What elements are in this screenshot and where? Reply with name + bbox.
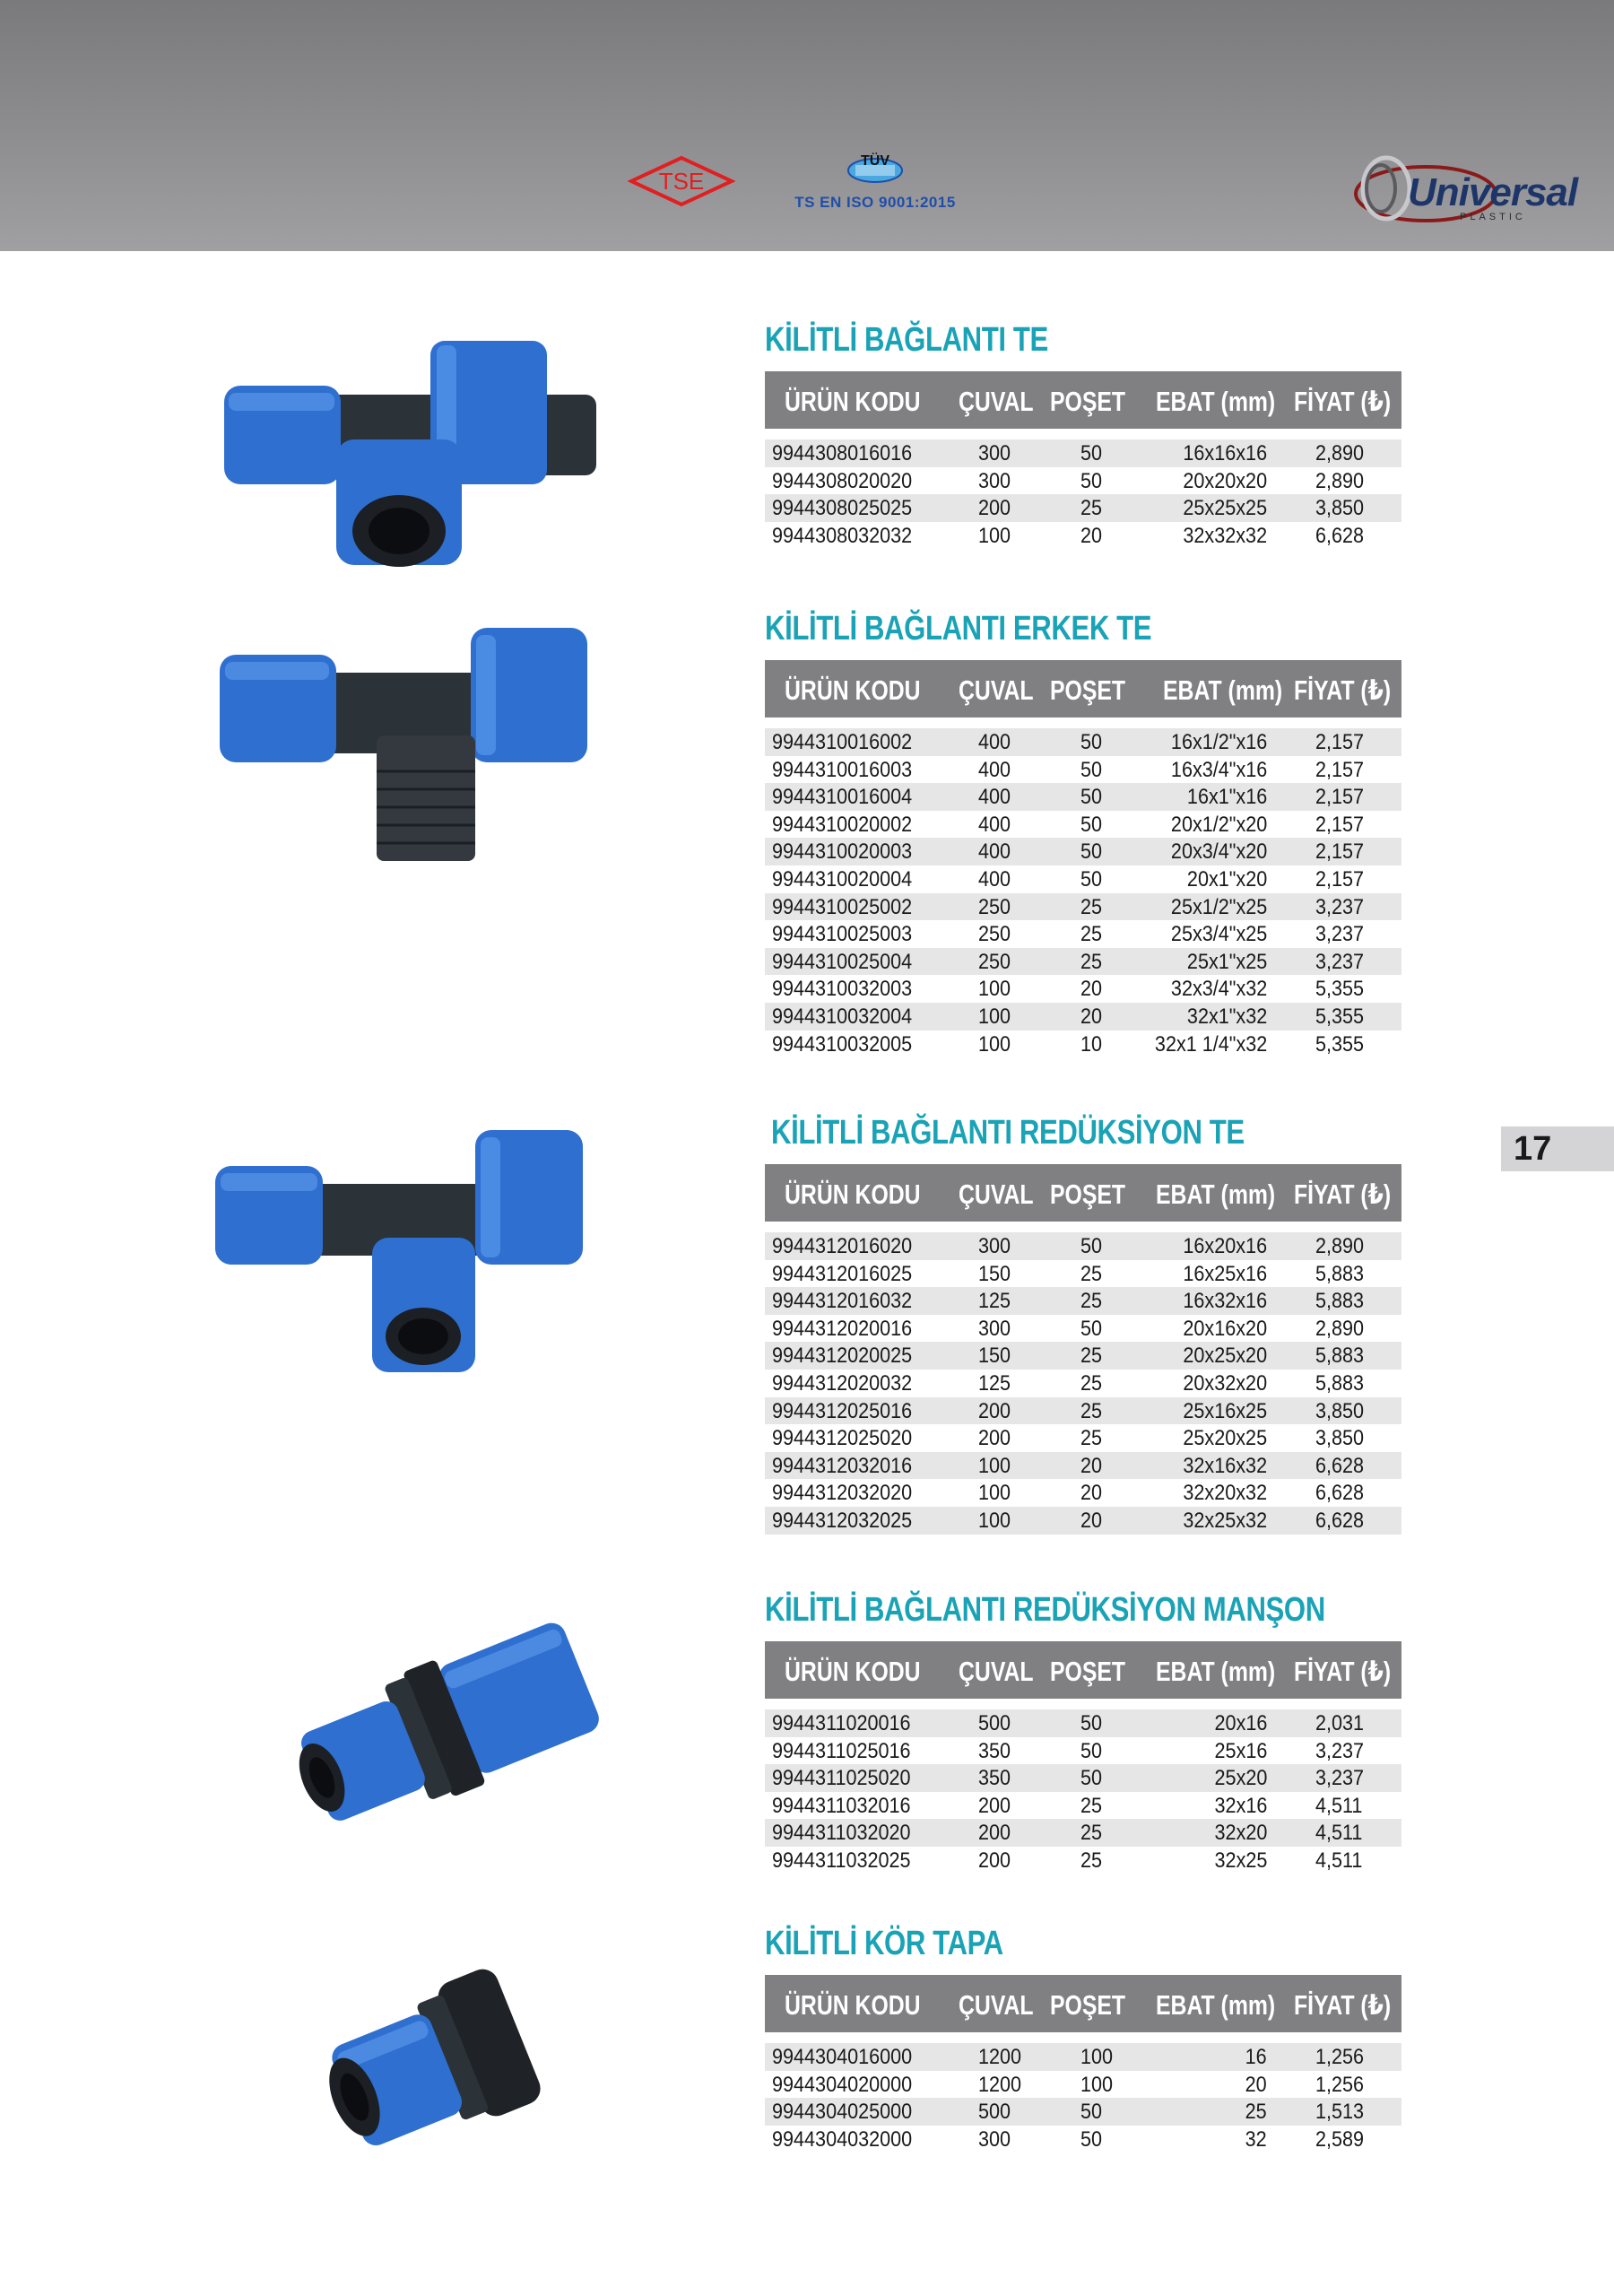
cell-cuval: 400 bbox=[978, 757, 1011, 782]
table-row bbox=[765, 865, 1401, 893]
column-header-code: ÜRÜN KODU bbox=[785, 386, 921, 417]
cell-fiyat: 3,850 bbox=[1315, 1398, 1365, 1423]
cell-code: 9944308016016 bbox=[772, 441, 913, 465]
cell-fiyat: 2,890 bbox=[1315, 1234, 1365, 1258]
cell-code: 9944310025002 bbox=[772, 894, 913, 919]
cell-fiyat: 2,890 bbox=[1315, 441, 1365, 465]
cell-ebat: 20x1"x20 bbox=[1186, 866, 1267, 891]
cell-ebat: 25x20 bbox=[1214, 1766, 1267, 1791]
table-row bbox=[765, 1031, 1401, 1058]
table-body bbox=[765, 2043, 1401, 2152]
table-row bbox=[765, 1232, 1401, 1260]
cell-cuval: 300 bbox=[978, 1316, 1011, 1341]
cell-cuval: 200 bbox=[978, 1848, 1011, 1873]
cell-fiyat: 3,237 bbox=[1315, 922, 1365, 947]
table-row bbox=[765, 1709, 1401, 1737]
cell-ebat: 32x16x32 bbox=[1183, 1453, 1267, 1478]
column-header-poset: POŞET bbox=[1050, 1989, 1126, 2021]
cell-cuval: 1200 bbox=[978, 2045, 1022, 2069]
cell-ebat: 32x1"x32 bbox=[1186, 1004, 1267, 1029]
cell-cuval: 400 bbox=[978, 785, 1011, 810]
cell-code: 9944312025020 bbox=[772, 1426, 913, 1451]
brand-subtitle: PLASTIC bbox=[1460, 212, 1526, 222]
cell-code: 9944308032032 bbox=[772, 523, 913, 548]
cell-code: 9944310016004 bbox=[772, 785, 913, 810]
cell-fiyat: 4,511 bbox=[1315, 1793, 1363, 1818]
cell-ebat: 16x1/2"x16 bbox=[1170, 730, 1267, 754]
cell-ebat: 25x20x25 bbox=[1183, 1426, 1267, 1451]
cell-ebat: 32x3/4"x32 bbox=[1170, 977, 1267, 1002]
section-title: KİLİTLİ BAĞLANTI REDÜKSİYON MANŞON bbox=[765, 1591, 1325, 1629]
cell-ebat: 25x25x25 bbox=[1183, 496, 1267, 521]
cell-fiyat: 1,256 bbox=[1315, 2045, 1365, 2069]
cell-cuval: 200 bbox=[978, 1821, 1011, 1846]
table-row bbox=[765, 1764, 1401, 1792]
table-row bbox=[765, 1452, 1401, 1480]
cell-code: 9944312025016 bbox=[772, 1398, 913, 1423]
column-header-fiyat: FİYAT (₺) bbox=[1294, 1178, 1392, 1210]
column-header-cuval: ÇUVAL bbox=[959, 386, 1034, 417]
cell-ebat: 32x16 bbox=[1214, 1793, 1267, 1818]
cell-code: 9944311025016 bbox=[772, 1738, 911, 1763]
table-row bbox=[765, 522, 1401, 550]
cell-ebat: 32x25 bbox=[1214, 1848, 1267, 1873]
cell-cuval: 100 bbox=[978, 977, 1011, 1002]
cell-code: 9944312020025 bbox=[772, 1344, 913, 1369]
cell-cuval: 350 bbox=[978, 1766, 1011, 1791]
cell-ebat: 32x20x32 bbox=[1183, 1481, 1267, 1506]
cell-cuval: 300 bbox=[978, 468, 1011, 493]
cell-cuval: 250 bbox=[978, 949, 1011, 974]
table-row bbox=[765, 494, 1401, 522]
cell-code: 9944310016002 bbox=[772, 730, 913, 754]
tse-logo-text: TSE bbox=[658, 168, 705, 195]
cell-ebat: 20 bbox=[1245, 2072, 1267, 2097]
cell-ebat: 20x20x20 bbox=[1183, 468, 1267, 493]
table-row bbox=[765, 1003, 1401, 1031]
cell-fiyat: 3,237 bbox=[1315, 1738, 1365, 1763]
cell-code: 9944304016000 bbox=[772, 2045, 913, 2069]
cell-cuval: 300 bbox=[978, 2126, 1011, 2152]
cell-code: 9944312032020 bbox=[772, 1481, 913, 1506]
cell-poset: 50 bbox=[1080, 866, 1103, 891]
table-row bbox=[765, 2126, 1401, 2153]
cell-poset: 25 bbox=[1080, 1261, 1103, 1286]
cell-fiyat: 3,850 bbox=[1315, 1426, 1365, 1451]
cell-poset: 25 bbox=[1080, 1344, 1103, 1369]
cell-ebat: 32x1 1/4"x32 bbox=[1154, 1031, 1267, 1057]
cell-poset: 25 bbox=[1080, 1426, 1103, 1451]
cell-fiyat: 5,883 bbox=[1315, 1344, 1365, 1369]
cell-cuval: 400 bbox=[978, 866, 1011, 891]
column-header-cuval: ÇUVAL bbox=[959, 674, 1034, 706]
cell-code: 9944311025020 bbox=[772, 1766, 911, 1791]
cell-poset: 20 bbox=[1080, 1508, 1103, 1533]
cell-cuval: 125 bbox=[978, 1370, 1011, 1396]
cell-poset: 25 bbox=[1080, 1848, 1103, 1873]
cell-code: 9944312020016 bbox=[772, 1316, 913, 1341]
cell-ebat: 16x25x16 bbox=[1183, 1261, 1267, 1286]
cell-cuval: 100 bbox=[978, 1508, 1011, 1533]
table-row bbox=[765, 1737, 1401, 1765]
cell-cuval: 300 bbox=[978, 441, 1011, 465]
cell-code: 9944312020032 bbox=[772, 1370, 913, 1396]
cell-poset: 25 bbox=[1080, 1821, 1103, 1846]
table-body bbox=[765, 439, 1401, 549]
column-header-fiyat: FİYAT (₺) bbox=[1294, 386, 1392, 417]
cell-fiyat: 2,157 bbox=[1315, 730, 1365, 754]
cell-ebat: 25x3/4"x25 bbox=[1170, 922, 1267, 947]
cell-poset: 50 bbox=[1080, 2126, 1103, 2152]
cell-cuval: 400 bbox=[978, 730, 1011, 754]
table-row bbox=[765, 2071, 1401, 2099]
table-header bbox=[765, 1641, 1401, 1699]
column-header-ebat: EBAT (mm) bbox=[1156, 1989, 1276, 2021]
cell-cuval: 125 bbox=[978, 1289, 1011, 1314]
cell-fiyat: 4,511 bbox=[1315, 1821, 1363, 1846]
cell-ebat: 32x32x32 bbox=[1183, 523, 1267, 548]
cell-fiyat: 4,511 bbox=[1315, 1848, 1363, 1873]
cell-fiyat: 2,157 bbox=[1315, 866, 1365, 891]
cell-poset: 100 bbox=[1080, 2045, 1114, 2069]
cell-cuval: 500 bbox=[978, 2100, 1011, 2125]
column-header-cuval: ÇUVAL bbox=[959, 1656, 1034, 1687]
cell-fiyat: 2,890 bbox=[1315, 1316, 1365, 1341]
cell-code: 9944304032000 bbox=[772, 2126, 913, 2152]
column-header-ebat: EBAT (mm) bbox=[1156, 1178, 1276, 1210]
column-header-code: ÜRÜN KODU bbox=[785, 1656, 921, 1687]
cell-code: 9944310032003 bbox=[772, 977, 913, 1002]
cell-poset: 25 bbox=[1080, 1793, 1103, 1818]
cell-poset: 25 bbox=[1080, 922, 1103, 947]
cell-cuval: 250 bbox=[978, 894, 1011, 919]
cell-fiyat: 5,355 bbox=[1315, 1004, 1365, 1029]
table-row bbox=[765, 1792, 1401, 1820]
table-row bbox=[765, 975, 1401, 1003]
column-header-cuval: ÇUVAL bbox=[959, 1178, 1034, 1210]
cell-poset: 25 bbox=[1080, 949, 1103, 974]
cell-fiyat: 2,157 bbox=[1315, 812, 1365, 837]
cell-fiyat: 2,157 bbox=[1315, 785, 1365, 810]
column-header-code: ÜRÜN KODU bbox=[785, 1178, 921, 1210]
table-row bbox=[765, 1479, 1401, 1507]
cell-poset: 10 bbox=[1080, 1031, 1103, 1057]
cell-ebat: 20x3/4"x20 bbox=[1170, 839, 1267, 865]
table-row bbox=[765, 920, 1401, 948]
cell-poset: 50 bbox=[1080, 812, 1103, 837]
cell-poset: 50 bbox=[1080, 839, 1103, 865]
column-header-ebat: EBAT (mm) bbox=[1156, 386, 1276, 417]
page-number: 17 bbox=[1501, 1126, 1614, 1171]
table-row bbox=[765, 1847, 1401, 1874]
cell-cuval: 500 bbox=[978, 1711, 1011, 1735]
cell-code: 9944311032025 bbox=[772, 1848, 911, 1873]
cell-ebat: 25x16x25 bbox=[1183, 1398, 1267, 1423]
column-header-poset: POŞET bbox=[1050, 1178, 1126, 1210]
cell-poset: 50 bbox=[1080, 441, 1103, 465]
cell-code: 9944311032016 bbox=[772, 1793, 911, 1818]
cell-code: 9944312016025 bbox=[772, 1261, 913, 1286]
section-title: KİLİTLİ BAĞLANTI ERKEK TE bbox=[765, 610, 1152, 648]
cell-code: 9944304020000 bbox=[772, 2072, 913, 2097]
column-header-ebat: EBAT (mm) bbox=[1163, 674, 1283, 706]
cell-code: 9944310020004 bbox=[772, 866, 913, 891]
cell-fiyat: 6,628 bbox=[1315, 1481, 1365, 1506]
cell-cuval: 100 bbox=[978, 1031, 1011, 1057]
cell-cuval: 400 bbox=[978, 839, 1011, 865]
cell-ebat: 20x25x20 bbox=[1183, 1344, 1267, 1369]
cell-code: 9944311020016 bbox=[772, 1711, 911, 1735]
table-header bbox=[765, 1164, 1401, 1222]
cell-ebat: 20x1/2"x20 bbox=[1170, 812, 1267, 837]
table-row bbox=[765, 728, 1401, 756]
cell-poset: 50 bbox=[1080, 2100, 1103, 2125]
cell-cuval: 100 bbox=[978, 1481, 1011, 1506]
cell-code: 9944311032020 bbox=[772, 1821, 911, 1846]
cell-code: 9944310032005 bbox=[772, 1031, 913, 1057]
column-header-poset: POŞET bbox=[1050, 386, 1126, 417]
cell-code: 9944310025003 bbox=[772, 922, 913, 947]
table-body bbox=[765, 1232, 1401, 1535]
cell-cuval: 200 bbox=[978, 1426, 1011, 1451]
table-row bbox=[765, 2043, 1401, 2071]
certification-text: TS EN ISO 9001:2015 bbox=[794, 194, 956, 211]
table-row bbox=[765, 948, 1401, 976]
column-header-fiyat: FİYAT (₺) bbox=[1294, 1656, 1392, 1687]
cell-code: 9944310020003 bbox=[772, 839, 913, 865]
cell-ebat: 16x20x16 bbox=[1183, 1234, 1267, 1258]
cell-ebat: 25x16 bbox=[1214, 1738, 1267, 1763]
cell-fiyat: 3,850 bbox=[1315, 496, 1365, 521]
table-header bbox=[765, 371, 1401, 429]
cell-poset: 20 bbox=[1080, 1004, 1103, 1029]
cell-ebat: 16x3/4"x16 bbox=[1170, 757, 1267, 782]
cell-ebat: 25 bbox=[1245, 2100, 1267, 2125]
table-row bbox=[765, 1397, 1401, 1425]
cell-cuval: 150 bbox=[978, 1344, 1011, 1369]
cell-cuval: 300 bbox=[978, 1234, 1011, 1258]
cell-code: 9944308025025 bbox=[772, 496, 913, 521]
cell-ebat: 25x1/2"x25 bbox=[1170, 894, 1267, 919]
cell-code: 9944310032004 bbox=[772, 1004, 913, 1029]
tuv-logo-text: TÜV bbox=[861, 153, 889, 169]
column-header-poset: POŞET bbox=[1050, 1656, 1126, 1687]
table-body bbox=[765, 728, 1401, 1057]
column-header-code: ÜRÜN KODU bbox=[785, 1989, 921, 2021]
cell-ebat: 20x16x20 bbox=[1183, 1316, 1267, 1341]
cell-cuval: 1200 bbox=[978, 2072, 1022, 2097]
cell-cuval: 250 bbox=[978, 922, 1011, 947]
section-title: KİLİTLİ BAĞLANTI REDÜKSİYON TE bbox=[771, 1114, 1245, 1152]
table-row bbox=[765, 1315, 1401, 1343]
cell-cuval: 100 bbox=[978, 523, 1011, 548]
cell-poset: 20 bbox=[1080, 977, 1103, 1002]
table-row bbox=[765, 1424, 1401, 1452]
cell-poset: 100 bbox=[1080, 2072, 1114, 2097]
column-header-ebat: EBAT (mm) bbox=[1156, 1656, 1276, 1687]
table-row bbox=[765, 1342, 1401, 1370]
cell-cuval: 100 bbox=[978, 1453, 1011, 1478]
tee-fitting-image bbox=[202, 332, 628, 592]
table-row bbox=[765, 838, 1401, 865]
cell-poset: 25 bbox=[1080, 894, 1103, 919]
cell-poset: 50 bbox=[1080, 757, 1103, 782]
cell-ebat: 20x16 bbox=[1214, 1711, 1267, 1735]
table-row bbox=[765, 439, 1401, 467]
cell-fiyat: 3,237 bbox=[1315, 1766, 1365, 1791]
reducing-coupling-image bbox=[278, 1596, 619, 1857]
cell-fiyat: 5,355 bbox=[1315, 1031, 1365, 1057]
cell-fiyat: 5,355 bbox=[1315, 977, 1365, 1002]
table-header bbox=[765, 660, 1401, 718]
cell-poset: 50 bbox=[1080, 468, 1103, 493]
table-row bbox=[765, 1819, 1401, 1847]
tse-logo bbox=[628, 154, 735, 208]
table-row bbox=[765, 467, 1401, 495]
cell-fiyat: 6,628 bbox=[1315, 1508, 1365, 1533]
cell-code: 9944312032025 bbox=[772, 1508, 913, 1533]
cell-cuval: 100 bbox=[978, 1004, 1011, 1029]
column-header-code: ÜRÜN KODU bbox=[785, 674, 921, 706]
cell-code: 9944308020020 bbox=[772, 468, 913, 493]
section-title: KİLİTLİ BAĞLANTI TE bbox=[765, 321, 1048, 359]
cell-poset: 25 bbox=[1080, 1370, 1103, 1396]
cell-poset: 20 bbox=[1080, 1453, 1103, 1478]
cell-ebat: 25x1"x25 bbox=[1186, 949, 1267, 974]
table-row bbox=[765, 783, 1401, 811]
table-row bbox=[765, 756, 1401, 784]
cell-fiyat: 1,513 bbox=[1315, 2100, 1365, 2125]
cell-cuval: 400 bbox=[978, 812, 1011, 837]
cell-cuval: 200 bbox=[978, 1398, 1011, 1423]
cell-fiyat: 1,256 bbox=[1315, 2072, 1365, 2097]
page-header bbox=[0, 0, 1614, 251]
brand-name: Universal bbox=[1408, 170, 1578, 214]
cell-ebat: 32 bbox=[1245, 2126, 1267, 2152]
cell-fiyat: 2,890 bbox=[1315, 468, 1365, 493]
table-row bbox=[765, 811, 1401, 839]
cell-fiyat: 5,883 bbox=[1315, 1261, 1365, 1286]
cell-poset: 50 bbox=[1080, 1711, 1103, 1735]
cell-poset: 50 bbox=[1080, 730, 1103, 754]
male-tee-fitting-image bbox=[211, 619, 605, 879]
cell-ebat: 32x25x32 bbox=[1183, 1508, 1267, 1533]
cell-code: 9944312032016 bbox=[772, 1453, 913, 1478]
cell-poset: 25 bbox=[1080, 1398, 1103, 1423]
column-header-poset: POŞET bbox=[1050, 674, 1126, 706]
table-body bbox=[765, 1709, 1401, 1874]
table-row bbox=[765, 893, 1401, 921]
cell-code: 9944312016020 bbox=[772, 1234, 913, 1258]
cell-fiyat: 5,883 bbox=[1315, 1370, 1365, 1396]
table-row bbox=[765, 1370, 1401, 1397]
cell-poset: 50 bbox=[1080, 1234, 1103, 1258]
table-row bbox=[765, 1287, 1401, 1315]
column-header-fiyat: FİYAT (₺) bbox=[1294, 1989, 1392, 2021]
end-cap-image bbox=[305, 1928, 574, 2197]
cell-poset: 20 bbox=[1080, 1481, 1103, 1506]
table-row bbox=[765, 1507, 1401, 1535]
cell-code: 9944310016003 bbox=[772, 757, 913, 782]
cell-cuval: 200 bbox=[978, 496, 1011, 521]
cell-poset: 20 bbox=[1080, 523, 1103, 548]
cell-fiyat: 2,157 bbox=[1315, 839, 1365, 865]
cell-fiyat: 6,628 bbox=[1315, 523, 1365, 548]
table-row bbox=[765, 2098, 1401, 2126]
cell-ebat: 16x16x16 bbox=[1183, 441, 1267, 465]
cell-ebat: 20x32x20 bbox=[1183, 1370, 1267, 1396]
cell-ebat: 16x32x16 bbox=[1183, 1289, 1267, 1314]
cell-fiyat: 3,237 bbox=[1315, 949, 1365, 974]
cell-ebat: 32x20 bbox=[1214, 1821, 1267, 1846]
cell-fiyat: 2,157 bbox=[1315, 757, 1365, 782]
cell-ebat: 16x1"x16 bbox=[1186, 785, 1267, 810]
cell-cuval: 150 bbox=[978, 1261, 1011, 1286]
table-row bbox=[765, 1260, 1401, 1288]
cell-fiyat: 2,589 bbox=[1315, 2126, 1365, 2152]
cell-poset: 25 bbox=[1080, 1289, 1103, 1314]
column-header-fiyat: FİYAT (₺) bbox=[1294, 674, 1392, 706]
table-header bbox=[765, 1975, 1401, 2032]
cell-poset: 50 bbox=[1080, 1316, 1103, 1341]
reducing-tee-fitting-image bbox=[206, 1121, 619, 1390]
cell-fiyat: 6,628 bbox=[1315, 1453, 1365, 1478]
section-title: KİLİTLİ KÖR TAPA bbox=[765, 1925, 1003, 1962]
cell-cuval: 200 bbox=[978, 1793, 1011, 1818]
cell-code: 9944310025004 bbox=[772, 949, 913, 974]
cell-poset: 50 bbox=[1080, 1738, 1103, 1763]
cell-poset: 50 bbox=[1080, 1766, 1103, 1791]
cell-code: 9944304025000 bbox=[772, 2100, 913, 2125]
cell-fiyat: 2,031 bbox=[1315, 1711, 1365, 1735]
cell-ebat: 16 bbox=[1245, 2045, 1267, 2069]
column-header-cuval: ÇUVAL bbox=[959, 1989, 1034, 2021]
cell-cuval: 350 bbox=[978, 1738, 1011, 1763]
cell-code: 9944312016032 bbox=[772, 1289, 913, 1314]
cell-poset: 25 bbox=[1080, 496, 1103, 521]
cell-fiyat: 3,237 bbox=[1315, 894, 1365, 919]
cell-poset: 50 bbox=[1080, 785, 1103, 810]
cell-fiyat: 5,883 bbox=[1315, 1289, 1365, 1314]
cell-code: 9944310020002 bbox=[772, 812, 913, 837]
